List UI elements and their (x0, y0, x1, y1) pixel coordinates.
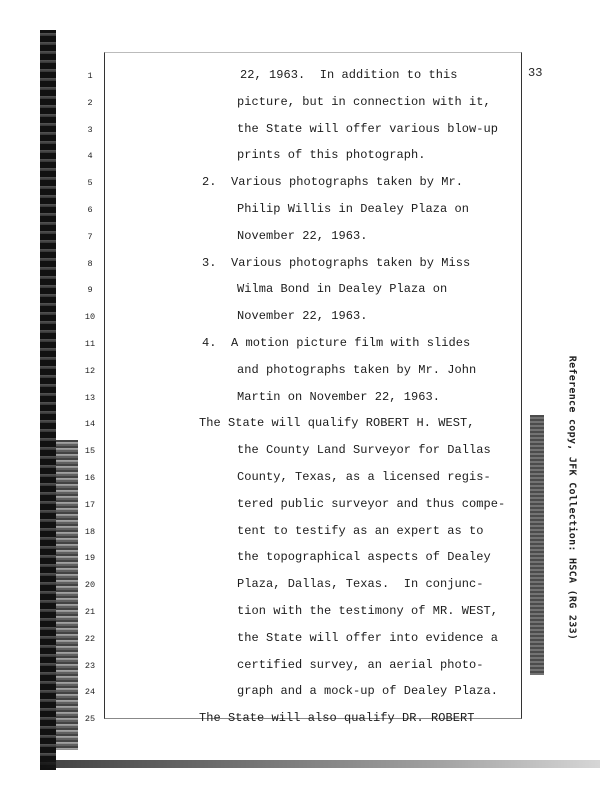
line-number: 12 (84, 365, 96, 376)
line-number: 23 (84, 660, 96, 671)
line-number: 19 (84, 553, 96, 564)
transcript-line: prints of this photograph. (237, 148, 426, 163)
transcript-line: The State will also qualify DR. ROBERT (199, 711, 475, 726)
line-number: 24 (84, 687, 96, 698)
transcript-line: the topographical aspects of Dealey (237, 550, 491, 565)
transcript-line: tered public surveyor and thus compe- (237, 496, 506, 511)
scan-edge-bottom (40, 760, 600, 768)
line-number: 8 (87, 258, 93, 269)
line-number: 2 (87, 97, 93, 108)
transcript-line: certified survey, an aerial photo- (237, 657, 484, 672)
scan-edge-shadow (56, 440, 78, 750)
line-number: 14 (84, 419, 96, 430)
line-number: 16 (84, 473, 96, 483)
transcript-line: the County Land Surveyor for Dallas (237, 443, 491, 458)
line-number: 5 (87, 178, 93, 189)
line-number: 3 (87, 124, 93, 135)
line-number: 9 (87, 285, 93, 296)
transcript-line: 3. Various photographs taken by Miss (202, 255, 471, 270)
line-number: 10 (84, 312, 96, 323)
line-number: 6 (87, 205, 93, 215)
transcript-line: tion with the testimony of MR. WEST, (237, 604, 499, 618)
transcript-line: tent to testify as an expert as to (237, 523, 484, 538)
scan-edge-right (530, 415, 544, 675)
line-number: 7 (87, 231, 93, 242)
line-number: 15 (84, 446, 96, 457)
reference-copy-note: Reference copy, JFK Collection: HSCA (RG 233) (566, 355, 578, 641)
line-number: 4 (87, 151, 93, 162)
transcript-line: the State will offer into evidence a (237, 630, 499, 645)
transcript-line: County, Texas, as a licensed regis- (237, 470, 491, 484)
line-number: 11 (84, 339, 96, 349)
page-number: 33 (528, 66, 543, 80)
line-number: 22 (84, 633, 96, 644)
transcript-line: picture, but in connection with it, (237, 94, 491, 109)
transcript-line: Philip Willis in Dealey Plaza on (237, 202, 470, 216)
transcript-line: graph and a mock-up of Dealey Plaza. (237, 684, 499, 699)
transcript-line: 2. Various photographs taken by Mr. (202, 175, 464, 190)
transcript-line: the State will offer various blow-up (237, 121, 499, 136)
line-number: 21 (84, 607, 96, 617)
transcript-line: Plaza, Dallas, Texas. In conjunc- (237, 577, 484, 592)
line-number: 1 (87, 71, 93, 81)
transcript-line: 4. A motion picture film with slides (202, 336, 471, 350)
line-number: 25 (84, 714, 96, 725)
transcript-line: 22, 1963. In addition to this (240, 68, 458, 82)
transcript-line: Wilma Bond in Dealey Plaza on (237, 282, 448, 297)
transcript-line: and photographs taken by Mr. John (237, 362, 477, 377)
scan-edge-left (40, 30, 56, 770)
line-number: 17 (84, 499, 96, 510)
transcript-line: November 22, 1963. (237, 228, 368, 243)
line-number: 18 (84, 526, 96, 537)
line-number: 20 (84, 580, 96, 591)
transcript-line: The State will qualify ROBERT H. WEST, (199, 416, 475, 431)
transcript-line: November 22, 1963. (237, 309, 368, 324)
line-number: 13 (84, 392, 96, 403)
transcript-line: Martin on November 22, 1963. (237, 389, 441, 404)
